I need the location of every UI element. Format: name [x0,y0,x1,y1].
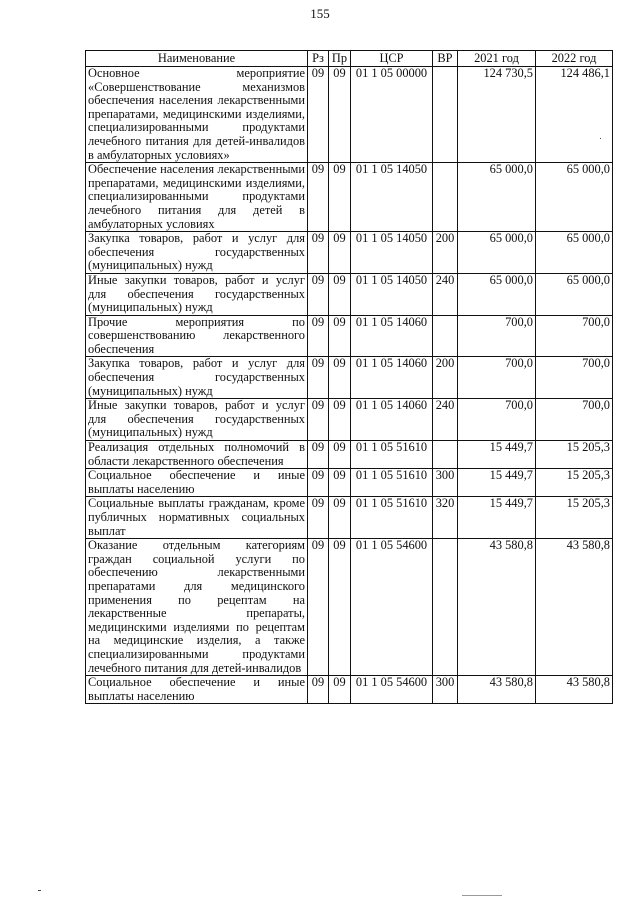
cell-pr: 09 [329,315,351,357]
cell-vr: 300 [433,676,458,704]
header-rz: Рз [308,51,329,67]
cell-2022: 65 000,0 [536,232,613,274]
cell-csr: 01 1 05 54600 [351,676,433,704]
cell-2022: 15 205,3 [536,441,613,469]
header-csr: ЦСР [351,51,433,67]
header-vr: ВР [433,51,458,67]
cell-rz: 09 [308,497,329,539]
table-row [86,469,613,497]
cell-pr: 09 [329,399,351,441]
cell-rz: 09 [308,469,329,497]
cell-2022: 700,0 [536,315,613,357]
cell-rz: 09 [308,273,329,315]
cell-csr: 01 1 05 14050 [351,163,433,232]
header-2021: 2021 год [458,51,536,67]
cell-csr: 01 1 05 14060 [351,399,433,441]
cell-2021: 700,0 [458,399,536,441]
cell-vr [433,67,458,163]
cell-name: Иные закупки товаров, работ и услуг для обеспечения государственных (муниципальных) нужд [86,399,308,441]
table-row [86,232,613,274]
cell-vr: 300 [433,469,458,497]
table-row [86,273,613,315]
header-row [86,51,613,67]
cell-2021: 43 580,8 [458,676,536,704]
cell-name: Закупка товаров, работ и услуг для обеспечения государственных (муниципальных) нужд [86,357,308,399]
cell-vr: 240 [433,273,458,315]
scan-speck [600,138,601,139]
table-row [86,497,613,539]
cell-name: Социальные выплаты гражданам, кроме публичных нормативных социальных выплат [86,497,308,539]
cell-vr [433,315,458,357]
header-2022: 2022 год [536,51,613,67]
cell-2021: 15 449,7 [458,469,536,497]
cell-2022: 700,0 [536,399,613,441]
cell-name: Социальное обеспечение и иные выплаты населению [86,469,308,497]
cell-vr: 240 [433,399,458,441]
cell-2022: 65 000,0 [536,273,613,315]
cell-csr: 01 1 05 14050 [351,232,433,274]
cell-vr: 200 [433,357,458,399]
cell-csr: 01 1 05 51610 [351,497,433,539]
cell-rz: 09 [308,676,329,704]
cell-pr: 09 [329,676,351,704]
page-number: 155 [310,6,330,21]
cell-pr: 09 [329,67,351,163]
table-header [86,51,613,67]
cell-2022: 124 486,1 [536,67,613,163]
cell-pr: 09 [329,469,351,497]
cell-2021: 65 000,0 [458,232,536,274]
cell-pr: 09 [329,357,351,399]
table-row [86,539,613,676]
cell-name: Закупка товаров, работ и услуг для обеспечения государственных (муниципальных) нужд [86,232,308,274]
header-pr: Пр [329,51,351,67]
cell-rz: 09 [308,315,329,357]
cell-2022: 15 205,3 [536,469,613,497]
cell-csr: 01 1 05 51610 [351,469,433,497]
cell-rz: 09 [308,67,329,163]
cell-2021: 15 449,7 [458,497,536,539]
cell-name: Прочие мероприятия по совершенствованию лекарственного обеспечения [86,315,308,357]
cell-2022: 700,0 [536,357,613,399]
cell-vr [433,163,458,232]
cell-2022: 65 000,0 [536,163,613,232]
table-row [86,357,613,399]
cell-csr: 01 1 05 00000 [351,67,433,163]
cell-vr: 320 [433,497,458,539]
table-body [86,67,613,704]
cell-pr: 09 [329,163,351,232]
cell-csr: 01 1 05 51610 [351,441,433,469]
cell-name: Основное мероприятие «Совершенствование механизмов обеспечения населения лекарственными препаратами, медицинскими изделиями, специализированными продуктами лечебного питания для детей-инвалидов в амбулаторных условиях» [86,67,308,163]
cell-rz: 09 [308,539,329,676]
cell-pr: 09 [329,497,351,539]
cell-name: Обеспечение населения лекарственными препаратами, медицинскими изделиями, специализированными продуктами лечебного питания для детей в амбулаторных условиях [86,163,308,232]
cell-name: Социальное обеспечение и иные выплаты населению [86,676,308,704]
cell-2021: 700,0 [458,357,536,399]
cell-pr: 09 [329,273,351,315]
scan-speck [462,895,502,896]
table-row [86,163,613,232]
cell-2021: 700,0 [458,315,536,357]
table-row [86,676,613,704]
cell-pr: 09 [329,441,351,469]
cell-2021: 65 000,0 [458,163,536,232]
header-name: Наименование [86,51,308,67]
cell-name: Оказание отдельным категориям граждан социальной услуги по обеспечению лекарственными препаратами для медицинского применения по рецептам на лекарственные препараты, медицинскими изделиями по рецептам на медицинские изделия, а также специализированными продуктами лечебного питания для детей-инвалидов [86,539,308,676]
table-row [86,315,613,357]
cell-csr: 01 1 05 54600 [351,539,433,676]
cell-csr: 01 1 05 14060 [351,357,433,399]
cell-name: Иные закупки товаров, работ и услуг для обеспечения государственных (муниципальных) нужд [86,273,308,315]
cell-vr [433,539,458,676]
cell-rz: 09 [308,441,329,469]
table-row [86,67,613,163]
cell-rz: 09 [308,232,329,274]
cell-rz: 09 [308,399,329,441]
table-row [86,399,613,441]
cell-pr: 09 [329,232,351,274]
scan-speck [38,890,41,891]
cell-rz: 09 [308,357,329,399]
cell-vr: 200 [433,232,458,274]
cell-rz: 09 [308,163,329,232]
cell-pr: 09 [329,539,351,676]
cell-2022: 15 205,3 [536,497,613,539]
cell-2022: 43 580,8 [536,676,613,704]
cell-csr: 01 1 05 14060 [351,315,433,357]
cell-2021: 65 000,0 [458,273,536,315]
cell-vr [433,441,458,469]
cell-name: Реализация отдельных полномочий в области лекарственного обеспечения [86,441,308,469]
cell-2022: 43 580,8 [536,539,613,676]
cell-csr: 01 1 05 14050 [351,273,433,315]
table-row [86,441,613,469]
cell-2021: 124 730,5 [458,67,536,163]
budget-table [85,50,613,704]
cell-2021: 15 449,7 [458,441,536,469]
cell-2021: 43 580,8 [458,539,536,676]
